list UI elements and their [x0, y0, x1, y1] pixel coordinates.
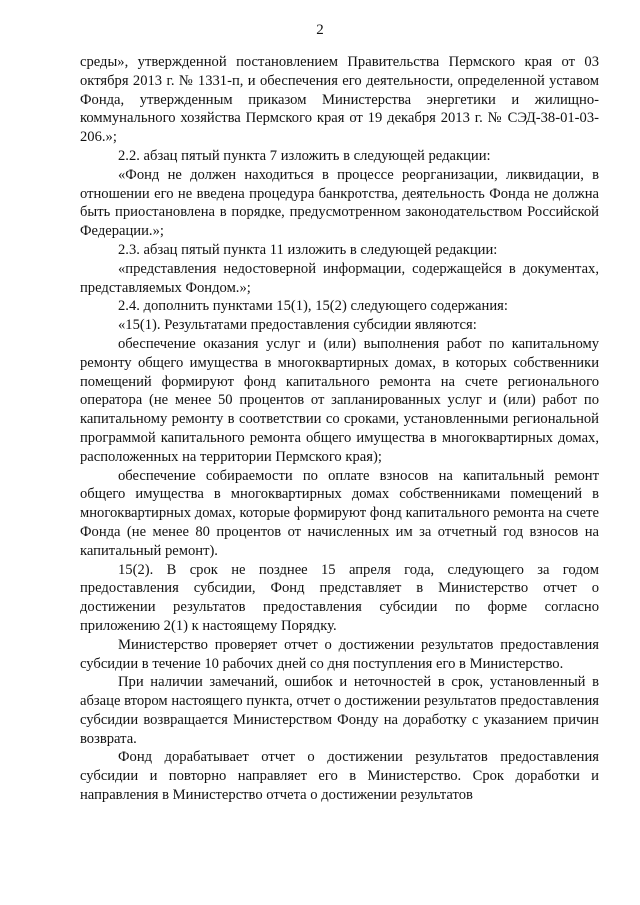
paragraph-1: среды», утвержденной постановлением Правительства Пермского края от 03 октября 2013 г. № 1331-п, и обеспечения его деятельности, определенной уставом Фонда, утвержденным приказом Министерства энергетики и жилищно-коммунального хозяйства Пермского края от 19 декабря 2013 г. № СЭД-38-01-03-206.»; — [80, 54, 599, 146]
paragraph-2: 2.2. абзац пятый пункта 7 изложить в следующей редакции: — [118, 147, 491, 164]
paragraph-8: обеспечение оказания услуг и (или) выполнения работ по капитальному ремонту общего имущества в многоквартирных домах, в которых собственники помещений формируют фонд капитального ремонта на счете регионального оператора (не менее 50 процентов от запланированных услуг и (или) работ по капитальному ремонту в соответствии со сроками, установленными региональной программой капитального ремонта общего имущества в многоквартирных домах, расположенных на территории Пермского края); — [80, 335, 599, 465]
paragraph-11: Министерство проверяет отчет о достижении результатов предоставления субсидии в течение 10 рабочих дней со дня поступления его в Министерство. — [80, 636, 599, 672]
page-number: 2 — [316, 22, 324, 38]
document-body — [80, 53, 599, 805]
paragraph-7: «15(1). Результатами предоставления субсидии являются: — [118, 317, 477, 334]
paragraph-9: обеспечение собираемости по оплате взносов на капитальный ремонт общего имущества в многоквартирных домах собственниками помещений в многоквартирных домах, которые формируют фонд капитального ремонта на счете Фонда (не менее 80 процентов от начисленных им за отчетный год взносов на капитальный ремонт). — [80, 467, 599, 559]
paragraph-5: «представления недостоверной информации, содержащейся в документах, представляемых Фондом.»; — [80, 260, 599, 296]
paragraph-6: 2.4. дополнить пунктами 15(1), 15(2) следующего содержания: — [118, 298, 508, 315]
paragraph-3: «Фонд не должен находиться в процессе реорганизации, ликвидации, в отношении его не введена процедура банкротства, деятельность Фонда не должна быть приостановлена в порядке, предусмотренном законодательством Российской Федерации.»; — [80, 166, 599, 240]
paragraph-10: 15(2). В срок не позднее 15 апреля года, следующего за годом предоставления субсидии, Фонд представляет в Министерство отчет о достижении результатов предоставления субсидии по форме согласно приложению 2(1) к настоящему Порядку. — [80, 561, 599, 634]
paragraph-4: 2.3. абзац пятый пункта 11 изложить в следующей редакции: — [118, 241, 498, 258]
paragraph-12: При наличии замечаний, ошибок и неточностей в срок, установленный в абзаце втором настоящего пункта, отчет о достижении результатов предоставления субсидии возвращается Министерством Фонду на доработку с указанием причин возврата. — [80, 674, 599, 747]
paragraph-13: Фонд дорабатывает отчет о достижении результатов предоставления субсидии и повторно направляет его в Министерство. Срок доработки и направления в Министерство отчета о достижении результатов — [80, 749, 599, 804]
